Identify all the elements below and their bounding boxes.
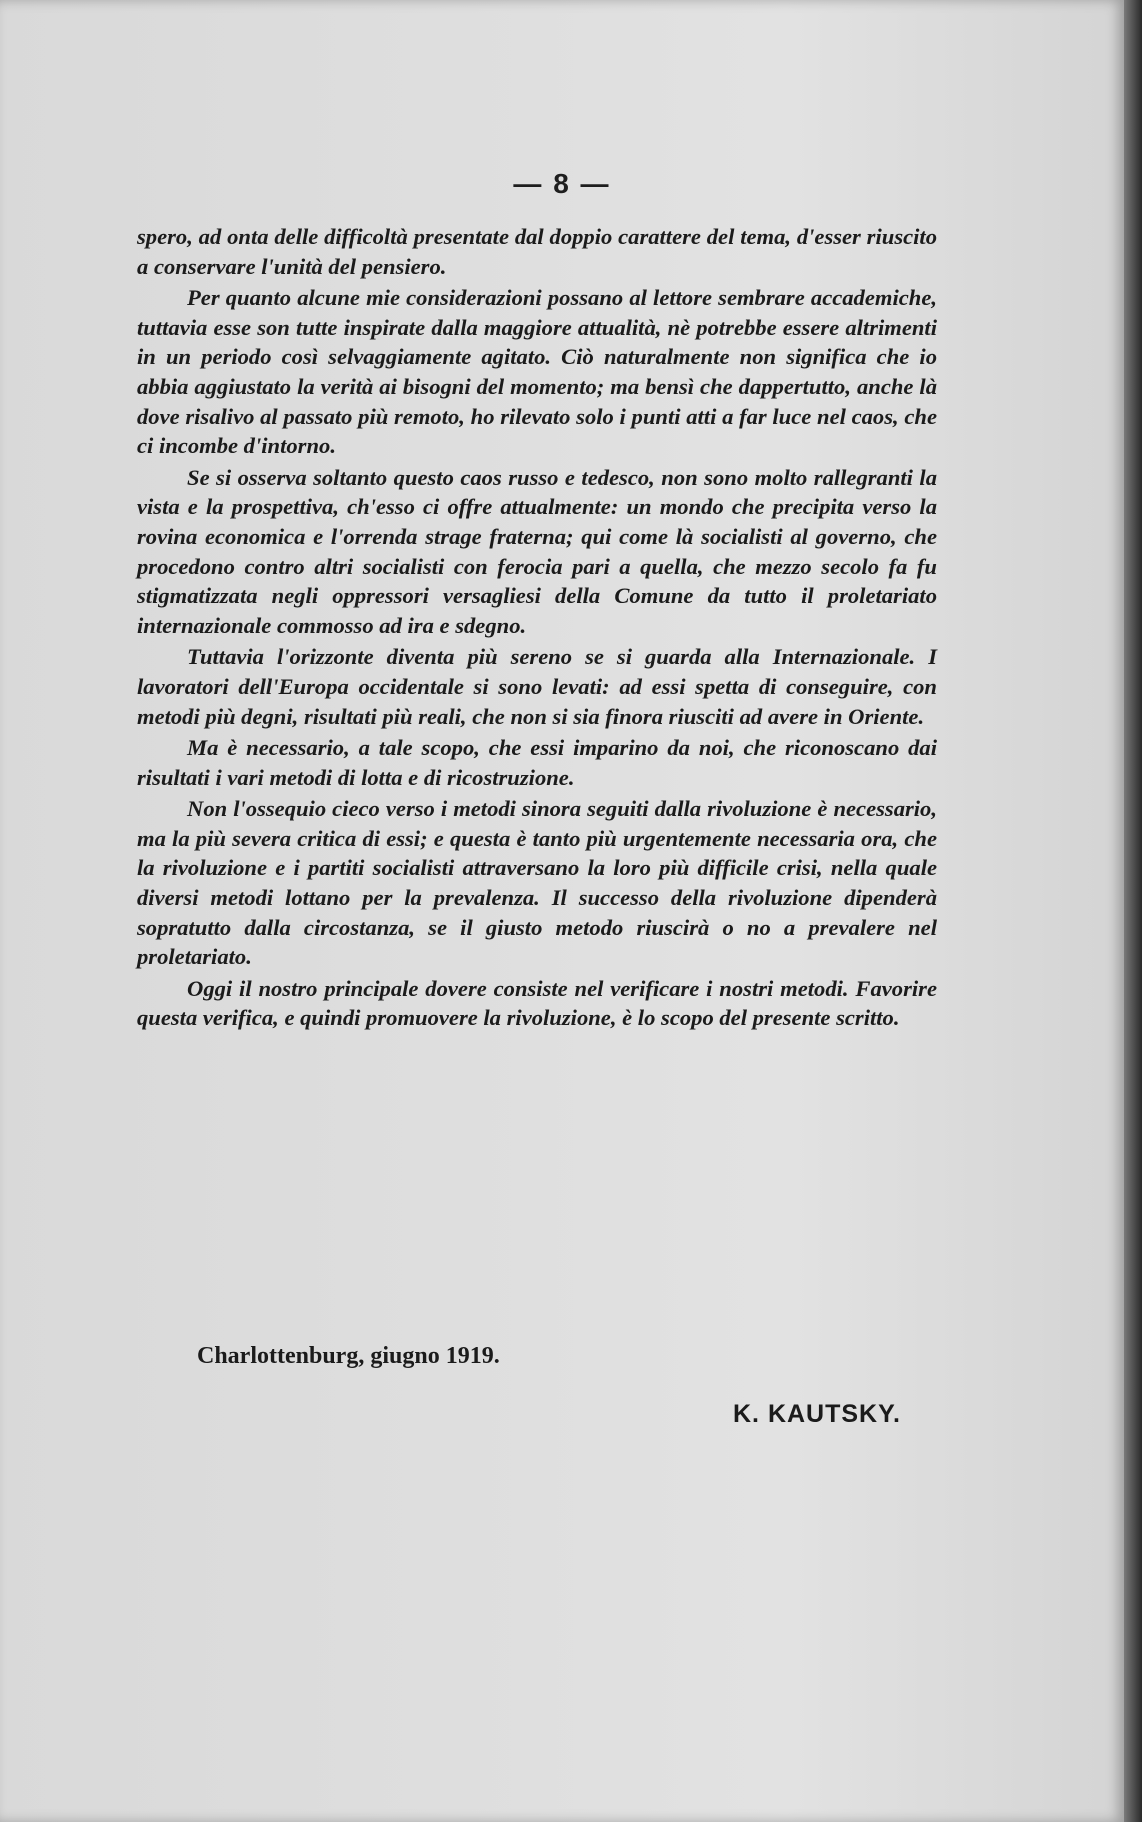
place-date: Charlottenburg, giugno 1919. — [197, 1343, 500, 1369]
page-edge-shadow — [1124, 0, 1142, 1822]
page-number: — 8 — — [513, 168, 611, 199]
paragraph-4: Tuttavia l'orizzonte diventa più sereno se si guarda alla Internazionale. I lavoratori dell'Europa occidentale si sono levati: ad essi spetta di conseguire, con metodi più degni, risultati più reali, che non si sia finora riusciti ad avere in Oriente. — [137, 644, 937, 729]
paragraph-6: Non l'ossequio cieco verso i metodi sinora seguiti dalla rivoluzione è necessario, ma la più severa critica di essi; e questa è tanto più urgentemente necessaria ora, che la rivoluzione e i partiti socialisti attraversano la loro più difficile crisi, nella quale diversi metodi lottano per la prevalenza. Il successo della rivoluzione dipenderà sopratutto dalla circostanza, se il giusto metodo riuscirà o no a prevalere nel proletariato. — [137, 796, 937, 970]
paragraph-1: spero, ad onta delle difficoltà presentate dal doppio carattere del tema, d'esser riuscito a conservare l'unità del pensiero. — [137, 224, 937, 279]
body-text — [137, 222, 937, 1035]
paragraph-7: Oggi il nostro principale dovere consiste nel verificare i nostri metodi. Favorire questa verifica, e quindi promuovere la rivoluzione, è lo scopo del presente scritto. — [137, 975, 937, 1031]
paragraph-5: Ma è necessario, a tale scopo, che essi imparino da noi, che riconoscano dai risultati i vari metodi di lotta e di ricostruzione. — [137, 735, 937, 790]
paragraph-2: Per quanto alcune mie considerazioni possano al lettore sembrare accademiche, tuttavia esse son tutte inspirate dalla maggiore attualità, nè potrebbe essere altrimenti in un periodo così selvaggiamente agitato. Ciò naturalmente non significa che io abbia aggiustato la verità ai bisogni del momento; ma bensì che dappertutto, anche là dove risalivo al passato più remoto, ho rilevato solo i punti atti a far luce nel caos, che ci incombe d'intorno. — [137, 285, 937, 459]
paragraph-3: Se si osserva soltanto questo caos russo e tedesco, non sono molto rallegranti la vista e la prospettiva, ch'esso ci offre attualmente: un mondo che precipita verso la rovina economica e l'orrenda strage fraterna; qui come là socialisti al governo, che procedono contro altri socialisti con ferocia pari a quella, che mezzo secolo fa fu stigmatizzata negli oppressori versagliesi della Comune da tutto il proletariato internazionale commosso ad ira e sdegno. — [137, 464, 937, 638]
author-signature: K. KAUTSKY. — [733, 1400, 901, 1428]
